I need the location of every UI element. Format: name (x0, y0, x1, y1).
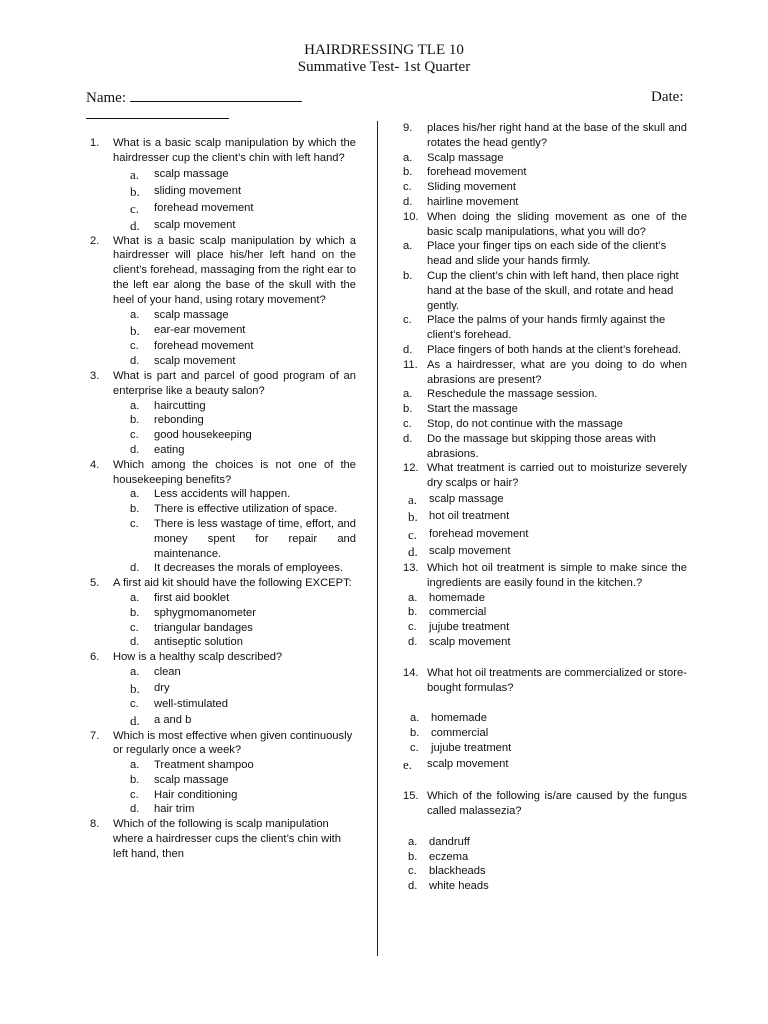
option-letter: b. (130, 680, 140, 696)
option-letter: c. (408, 526, 418, 542)
option (130, 443, 356, 458)
option (403, 313, 687, 343)
option-text: hairline movement (427, 195, 519, 208)
option-text: homemade (429, 591, 485, 604)
option-letter: a. (130, 399, 140, 412)
option-letter: b. (130, 183, 140, 199)
option-text: scalp massage (154, 308, 229, 321)
option-letter: d. (408, 635, 418, 648)
option-text: scalp movement (154, 218, 236, 231)
option-letter: a. (130, 759, 140, 772)
option-text: well-stimulated (154, 697, 228, 710)
option-letter: d. (130, 636, 140, 649)
question-text: When doing the sliding movement as one of the basic scalp manipulations, what you will do? (427, 210, 687, 238)
option (408, 850, 687, 865)
option-text: Stop, do not continue with the massage (427, 417, 623, 430)
option (403, 269, 687, 313)
option (408, 635, 687, 650)
option-letter: a. (130, 591, 140, 604)
option-letter: a. (403, 151, 413, 164)
option-text: hot oil treatment (429, 510, 510, 523)
question-13 (403, 561, 687, 591)
option (130, 413, 356, 428)
option (403, 756, 687, 774)
option-text: sliding movement (154, 184, 242, 197)
option-letter: d. (403, 432, 413, 445)
test-subtitle: Summative Test- 1st Quarter (297, 59, 471, 75)
option-text: commercial (429, 606, 487, 619)
option-text: Place the palms of your hands firmly against the client’s forehead. (427, 314, 666, 342)
option-text: dandruff (429, 835, 470, 848)
option (130, 773, 356, 788)
option (130, 606, 356, 621)
option (408, 491, 687, 509)
option-text: jujube treatment (429, 621, 510, 634)
option-text: Cup the client’s chin with left hand, then place right hand at the base of the skull, and rotate and head gently. (427, 269, 679, 312)
question-text: What treatment is carried out to moisturize severely dry scalps or hair? (427, 462, 687, 490)
name-blank (130, 89, 302, 102)
option-letter: b. (130, 773, 140, 786)
question-number: 10. (403, 210, 419, 223)
option-letter: b. (403, 403, 413, 416)
option (130, 665, 356, 680)
option-letter: a. (403, 388, 413, 401)
option (403, 387, 687, 402)
question-number: 9. (403, 122, 413, 134)
option-text: homemade (431, 712, 487, 725)
question-15 (403, 789, 687, 819)
option (403, 417, 687, 432)
option (403, 343, 687, 358)
option-text: a and b (154, 713, 192, 726)
option-letter: e. (403, 756, 413, 772)
option (130, 217, 356, 234)
option-letter: c. (408, 621, 417, 634)
option-letter: a. (130, 488, 140, 501)
question-text: Which among the choices is not one of the housekeeping benefits? (113, 458, 356, 486)
option-text: Less accidents will happen. (154, 488, 291, 501)
option-letter: b. (408, 606, 418, 619)
option-text: Do the massage but skipping those areas with abrasions. (427, 432, 656, 460)
option-text: triangular bandages (154, 621, 253, 634)
option (403, 180, 687, 195)
option-letter: b. (403, 269, 413, 282)
option-text: It decreases the morals of employees. (154, 562, 344, 575)
option-text: jujube treatment (431, 741, 512, 754)
option (403, 239, 687, 269)
left-column (90, 136, 356, 862)
option (130, 680, 356, 697)
option-letter: c. (130, 517, 139, 530)
option (408, 543, 687, 561)
option-text: Scalp massage (427, 151, 504, 164)
question-number: 15. (403, 790, 419, 803)
option-text: commercial (431, 727, 489, 740)
option-letter: c. (130, 788, 139, 801)
question-number: 5. (90, 577, 100, 590)
option-letter: a. (408, 591, 418, 604)
option-text: eating (154, 443, 185, 456)
question-number: 12. (403, 462, 419, 475)
date-label: Date: (651, 89, 684, 105)
option (130, 166, 356, 183)
document-header (0, 42, 768, 76)
option (130, 788, 356, 803)
option-text: dry (154, 681, 170, 694)
option-text: scalp massage (154, 773, 229, 786)
option (408, 620, 687, 635)
question-text: What is a basic scalp manipulation by which a hairdresser will place his/her left hand on the client’s forehead, massaging from the right ear to the left ear along the base of the skull with the heel of your hand, using rotary movement? (113, 234, 356, 306)
question-11 (403, 358, 687, 388)
question-3 (90, 369, 356, 399)
option-letter: c. (403, 181, 412, 194)
option-text: Hair conditioning (154, 788, 238, 801)
option-letter: a. (403, 240, 413, 253)
option-text: forehead movement (154, 340, 254, 353)
option-letter: d. (130, 443, 140, 456)
option-letter: d. (130, 355, 140, 368)
option (403, 165, 687, 180)
option (403, 195, 687, 210)
option (130, 635, 356, 650)
question-text: Which is most effective when given continuously or regularly once a week? (113, 729, 353, 757)
option (410, 741, 687, 756)
option-letter: a. (408, 491, 418, 507)
option-letter: b. (130, 323, 140, 339)
name-field (86, 89, 302, 107)
option-text: Reschedule the massage session. (427, 388, 598, 401)
option-text: Treatment shampoo (154, 759, 254, 772)
option (130, 561, 356, 576)
option-letter: c. (403, 417, 412, 430)
option (130, 308, 356, 323)
option (130, 339, 356, 354)
option (408, 879, 687, 894)
option-letter: a. (130, 308, 140, 321)
option-letter: b. (130, 606, 140, 619)
option-text: clean (154, 665, 181, 678)
option-text: Place fingers of both hands at the client’s forehead. (427, 343, 682, 356)
question-number: 1. (90, 137, 100, 149)
option-letter: b. (408, 509, 418, 525)
option (408, 508, 687, 526)
question-6 (90, 650, 356, 665)
option (408, 591, 687, 606)
option-text: Place your finger tips on each side of the client’s head and slide your hands firmly. (427, 240, 667, 268)
question-5 (90, 576, 356, 591)
question-1 (90, 136, 356, 166)
option-text: eczema (429, 850, 469, 863)
option (130, 183, 356, 200)
question-number: 4. (90, 458, 100, 471)
option (130, 697, 356, 712)
option-letter: c. (130, 429, 139, 442)
question-12 (403, 461, 687, 491)
option (408, 526, 687, 544)
option-text: first aid booklet (154, 591, 230, 604)
option-letter: d. (408, 544, 418, 560)
name-label: Name: (86, 90, 126, 106)
option (130, 322, 356, 339)
option-text: scalp movement (154, 355, 236, 368)
option-letter: a. (130, 166, 140, 182)
question-9 (403, 121, 687, 151)
option (403, 432, 687, 462)
option (130, 200, 356, 217)
option-text: forehead movement (429, 527, 529, 540)
option-text: ear-ear movement (154, 324, 246, 337)
option-text: There is effective utilization of space. (154, 503, 338, 516)
option-text: forehead movement (427, 166, 527, 179)
question-number: 2. (90, 234, 100, 247)
option-text: antiseptic solution (154, 636, 243, 649)
option (130, 517, 356, 561)
option (410, 726, 687, 741)
option (130, 802, 356, 817)
option (408, 835, 687, 850)
option-letter: a. (408, 835, 418, 848)
column-divider (377, 121, 378, 956)
option-text: rebonding (154, 414, 204, 427)
question-text: What hot oil treatments are commercialized or store-bought formulas? (427, 666, 687, 694)
option (130, 591, 356, 606)
option-letter: b. (130, 414, 140, 427)
option (130, 712, 356, 729)
option-text: scalp movement (429, 635, 511, 648)
option-letter: c. (130, 621, 139, 634)
option-letter: d. (130, 803, 140, 816)
option-letter: a. (410, 712, 420, 725)
option-text: sphygmomanometer (154, 606, 256, 619)
option-letter: d. (130, 712, 140, 728)
option-letter: c. (130, 697, 139, 710)
option-text: scalp massage (429, 492, 504, 505)
question-number: 6. (90, 651, 100, 664)
option-letter: c. (130, 340, 139, 353)
question-text: Which hot oil treatment is simple to make since the ingredients are easily found in the kitchen.? (427, 561, 687, 589)
question-number: 3. (90, 369, 100, 382)
option (408, 605, 687, 620)
option-text: Start the massage (427, 403, 518, 416)
question-text: places his/her right hand at the base of the skull and rotates the head gently? (427, 122, 687, 149)
question-number: 14. (403, 666, 419, 679)
option-letter: b. (408, 850, 418, 863)
option-text: scalp movement (429, 545, 511, 558)
question-14 (403, 666, 687, 696)
option (408, 864, 687, 879)
question-text: A first aid kit should have the following EXCEPT: (113, 577, 352, 590)
option (130, 502, 356, 517)
date-blank (86, 118, 229, 119)
question-number: 13. (403, 561, 419, 574)
option-text: white heads (429, 880, 489, 893)
option-text: forehead movement (154, 201, 254, 214)
option (410, 711, 687, 726)
question-10 (403, 210, 687, 240)
option (130, 621, 356, 636)
question-number: 8. (90, 818, 100, 831)
option (130, 428, 356, 443)
question-8 (90, 817, 356, 861)
option-letter: c. (410, 741, 419, 754)
question-4 (90, 458, 356, 488)
question-number: 11. (403, 358, 418, 371)
option-letter: d. (403, 195, 413, 208)
option-text: There is less wastage of time, effort, and money spent for repair and maintenance. (154, 517, 356, 560)
option-letter: c. (130, 200, 140, 216)
option-text: good housekeeping (154, 429, 252, 442)
test-title: HAIRDRESSING TLE 10 (304, 42, 464, 58)
option-letter: d. (130, 217, 140, 233)
question-2 (90, 234, 356, 308)
option (130, 354, 356, 369)
option-letter: c. (403, 314, 412, 327)
question-text: What is part and parcel of good program of an enterprise like a beauty salon? (113, 369, 356, 397)
option-text: scalp movement (427, 757, 509, 770)
option-text: blackheads (429, 865, 486, 878)
option-letter: b. (403, 166, 413, 179)
option-text: Sliding movement (427, 181, 516, 194)
question-text: Which of the following is/are caused by the fungus called malassezia? (427, 790, 687, 817)
option-letter: c. (408, 865, 417, 878)
right-column (403, 121, 687, 894)
option-letter: d. (408, 880, 418, 893)
question-7 (90, 729, 356, 759)
option (130, 487, 356, 502)
option-text: hair trim (154, 803, 195, 816)
question-text: What is a basic scalp manipulation by which the hairdresser cup the client’s chin with left hand? (113, 137, 356, 164)
option (130, 399, 356, 414)
option-letter: b. (130, 503, 140, 516)
option-text: scalp massage (154, 167, 229, 180)
option-letter: b. (410, 727, 420, 740)
question-text: As a hairdresser, what are you doing to do when abrasions are present? (427, 358, 687, 386)
option-letter: d. (403, 343, 413, 356)
option (403, 151, 687, 166)
option (130, 758, 356, 773)
option-letter: a. (130, 665, 140, 678)
option (403, 402, 687, 417)
question-text: How is a healthy scalp described? (113, 651, 283, 664)
option-letter: d. (130, 562, 140, 575)
question-text: Which of the following is scalp manipulation where a hairdresser cups the client’s chin with left hand, then (113, 818, 342, 860)
option-text: haircutting (154, 399, 206, 412)
question-number: 7. (90, 729, 100, 742)
